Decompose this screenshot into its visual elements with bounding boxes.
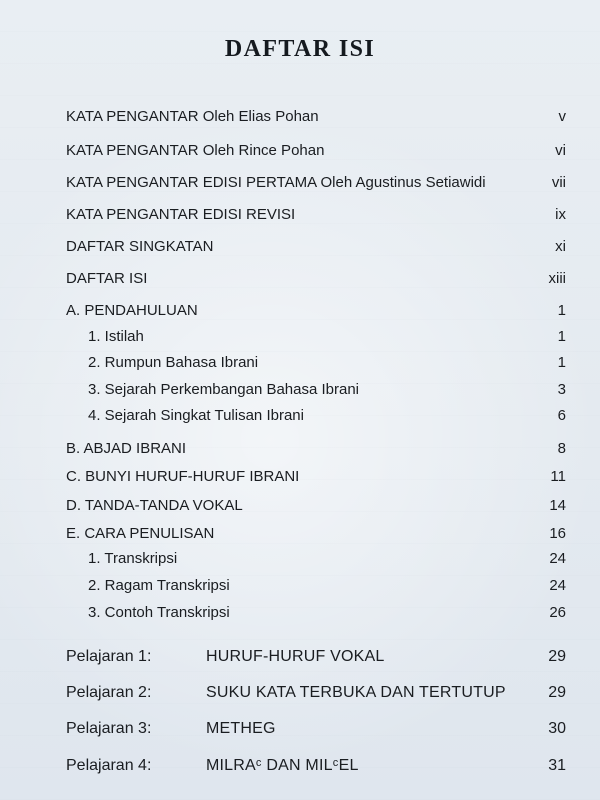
toc-subentry — [88, 407, 566, 427]
lesson-number: Pelajaran 3: — [66, 720, 152, 737]
toc-subentry-page: 26 — [549, 604, 566, 621]
lesson-entry — [66, 684, 566, 704]
lesson-title: METHEG — [206, 720, 276, 737]
toc-entry — [66, 497, 566, 517]
toc-entry-page: 1 — [557, 302, 566, 319]
toc-subentry-page: 6 — [557, 407, 566, 424]
toc-entry-page: 14 — [549, 497, 566, 514]
lesson-entry — [66, 720, 566, 740]
toc-entry-page: v — [558, 108, 566, 125]
lesson-title: MILRAᶜ DAN MILᶜEL — [206, 757, 359, 774]
toc-entry — [66, 206, 566, 226]
toc-subentry-label: 1. Istilah — [88, 328, 144, 345]
toc-subentry-page: 24 — [549, 577, 566, 594]
toc-entry-label: KATA PENGANTAR Oleh Elias Pohan — [66, 108, 319, 125]
toc-subentry — [88, 550, 566, 570]
toc-entry-label: B. ABJAD IBRANI — [66, 440, 187, 457]
toc-subentry-page: 24 — [549, 550, 566, 567]
page-title: DAFTAR ISI — [224, 36, 376, 62]
toc-entry — [66, 270, 566, 290]
toc-subentry-page: 3 — [557, 381, 566, 398]
toc-entry-page: 16 — [549, 525, 566, 542]
toc-entry-label: KATA PENGANTAR EDISI REVISI — [66, 206, 296, 223]
toc-entry-label: DAFTAR SINGKATAN — [66, 238, 214, 255]
toc-entry-page: vi — [555, 142, 566, 159]
toc-entry-page: xiii — [548, 270, 566, 287]
lesson-entry — [66, 757, 566, 777]
toc-entry — [66, 525, 566, 545]
toc-subentry-page: 1 — [557, 328, 566, 345]
lesson-number: Pelajaran 1: — [66, 648, 152, 665]
toc-entry-label: KATA PENGANTAR EDISI PERTAMA Oleh Agustinus Setiawidi — [66, 174, 486, 191]
toc-entry-label: E. CARA PENULISAN — [66, 525, 215, 542]
toc-subentry-label: 4. Sejarah Singkat Tulisan Ibrani — [88, 407, 304, 424]
toc-entry-label: A. PENDAHULUAN — [66, 302, 198, 319]
toc-entry — [66, 440, 566, 460]
toc-entry-page: 8 — [557, 440, 566, 457]
toc-entry-label: D. TANDA-TANDA VOKAL — [66, 497, 243, 514]
toc-entry — [66, 302, 566, 322]
lesson-page: 29 — [548, 648, 566, 665]
toc-subentry-label: 3. Contoh Transkripsi — [88, 604, 230, 621]
toc-subentry-label: 2. Rumpun Bahasa Ibrani — [88, 354, 259, 371]
toc-subentry-label: 1. Transkripsi — [88, 550, 178, 567]
lesson-page: 29 — [548, 684, 566, 701]
toc-subentry — [88, 354, 566, 374]
lesson-page: 31 — [548, 757, 566, 774]
toc-entry-page: vii — [551, 174, 566, 191]
toc-entry — [66, 142, 566, 162]
toc-subentry — [88, 577, 566, 597]
toc-entry-label: KATA PENGANTAR Oleh Rince Pohan — [66, 142, 325, 159]
toc-entry — [66, 108, 566, 128]
toc-subentry-label: 3. Sejarah Perkembangan Bahasa Ibrani — [88, 381, 360, 398]
toc-entry-label: C. BUNYI HURUF-HURUF IBRANI — [66, 468, 300, 485]
lesson-entry — [66, 648, 566, 668]
lesson-title: SUKU KATA TERBUKA DAN TERTUTUP — [206, 684, 506, 701]
lesson-page: 30 — [548, 720, 566, 737]
toc-entry — [66, 468, 566, 488]
toc-subentry-label: 2. Ragam Transkripsi — [88, 577, 230, 594]
toc-subentry — [88, 381, 566, 401]
toc-subentry — [88, 328, 566, 348]
toc-subentry — [88, 604, 566, 624]
toc-entry-page: ix — [555, 206, 566, 223]
toc-subentry-page: 1 — [557, 354, 566, 371]
toc-entry — [66, 238, 566, 258]
toc-entry — [66, 174, 566, 194]
lesson-number: Pelajaran 4: — [66, 757, 152, 774]
lesson-number: Pelajaran 2: — [66, 684, 152, 701]
toc-entry-page: xi — [555, 238, 566, 255]
lesson-title: HURUF-HURUF VOKAL — [206, 648, 385, 665]
toc-entry-label: DAFTAR ISI — [66, 270, 148, 287]
toc-entry-page: 11 — [550, 468, 566, 485]
